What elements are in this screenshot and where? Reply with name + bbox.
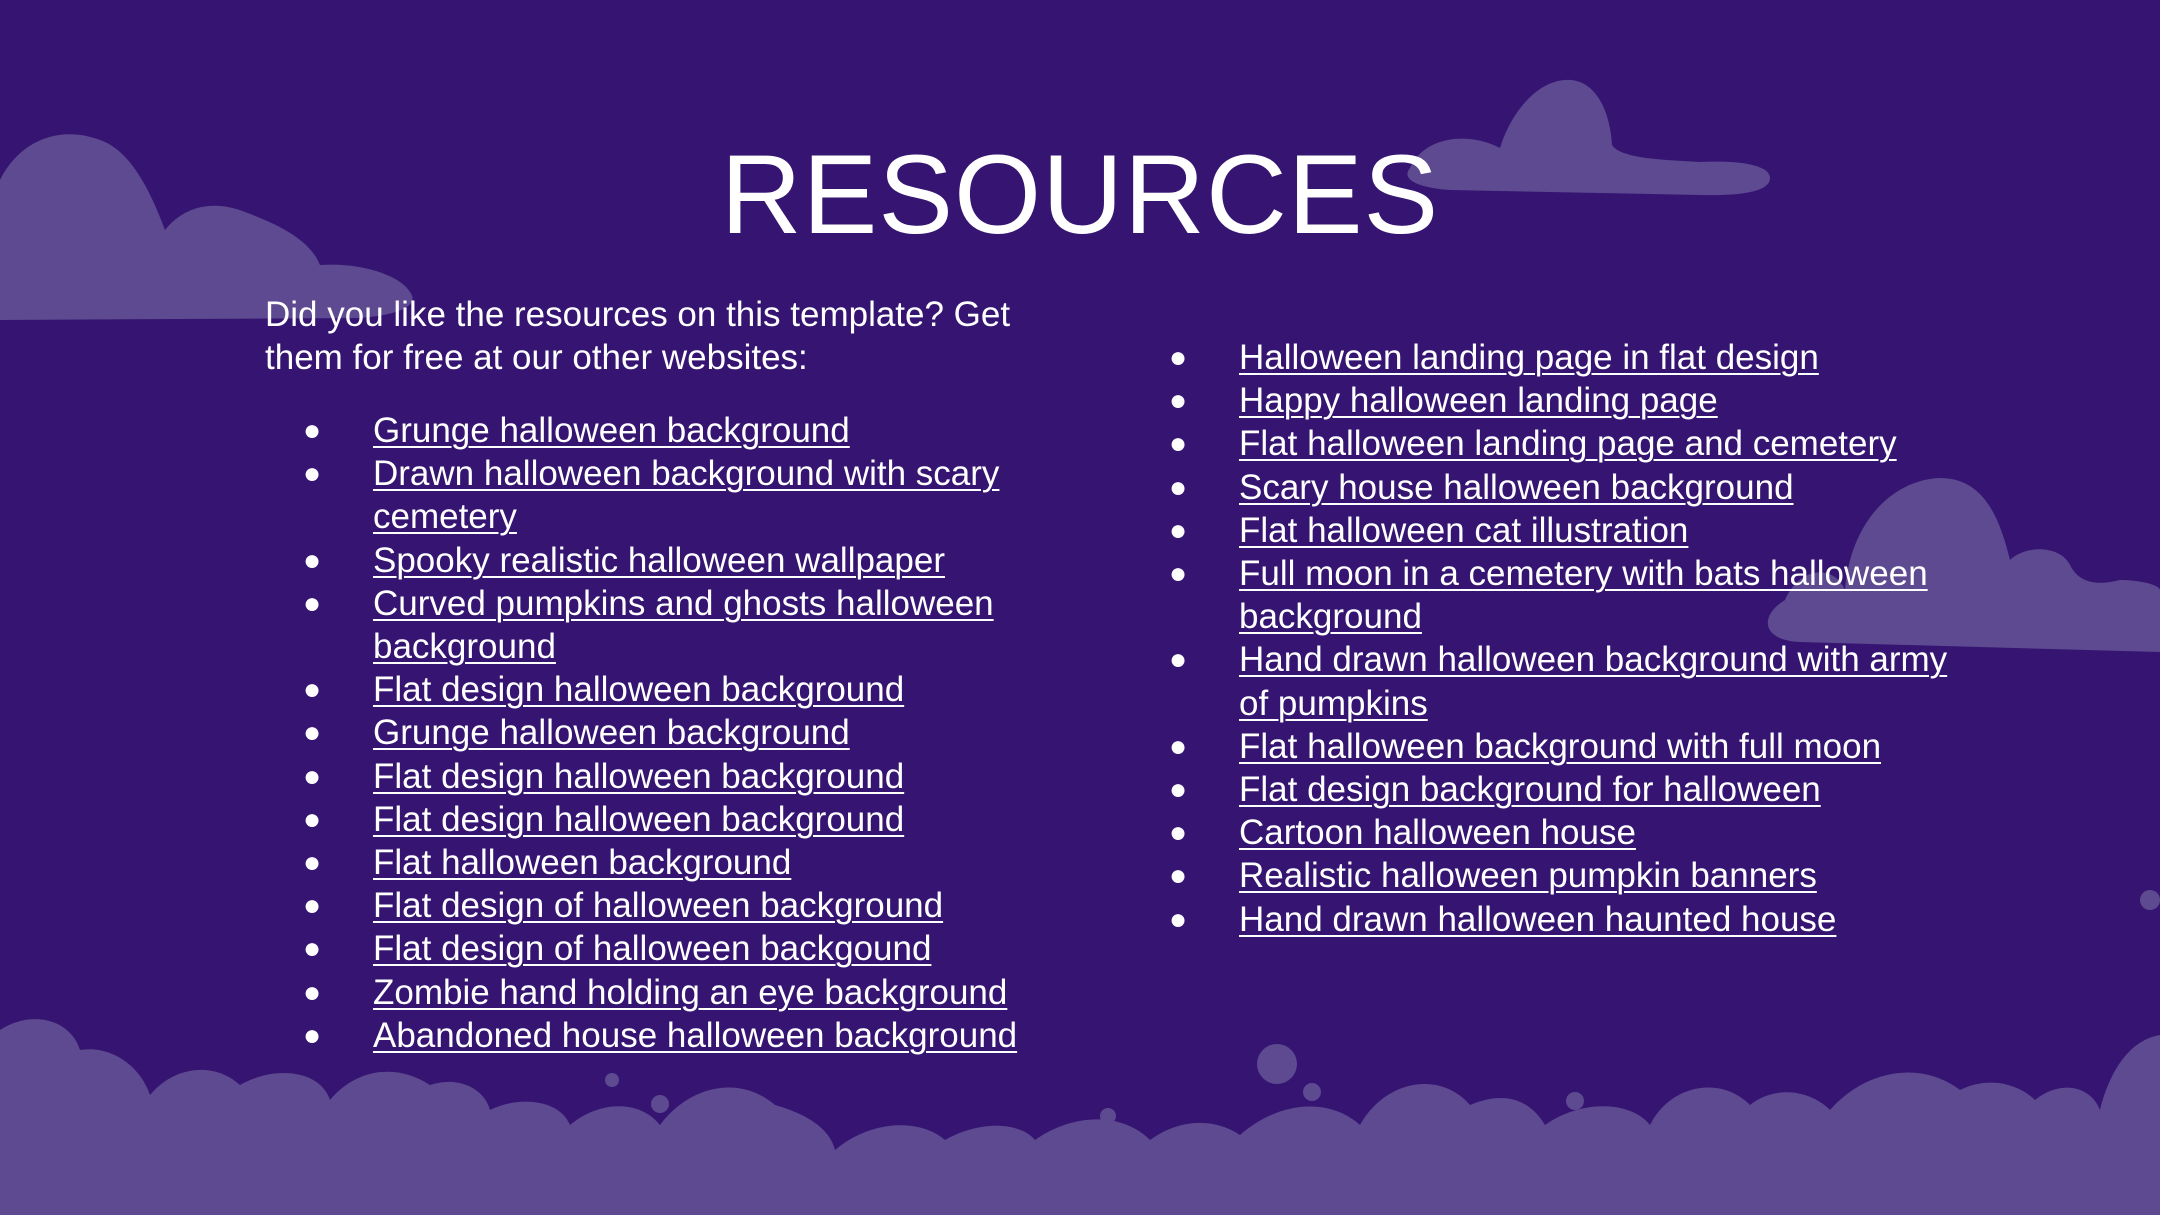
resource-link[interactable]: Zombie hand holding an eye background [373, 972, 1008, 1012]
bullet-icon: ● [303, 846, 322, 880]
resource-list-left [265, 409, 1085, 1057]
bullet-icon: ● [1169, 513, 1188, 547]
bullet-icon: ● [303, 543, 322, 577]
bullet-icon: ● [1169, 341, 1188, 374]
bubble [2071, 1091, 2089, 1109]
resource-link[interactable]: Curved pumpkins and ghosts halloween background [373, 583, 994, 667]
list-item [1131, 638, 1951, 724]
list-item [265, 711, 1085, 754]
resource-link[interactable]: Abandoned house halloween background [373, 1015, 1018, 1055]
list-item [265, 539, 1085, 582]
bubble [2140, 890, 2160, 910]
resource-link[interactable]: Full moon in a cemetery with bats halloween background [1239, 554, 1928, 637]
list-item [265, 755, 1085, 798]
bullet-icon: ● [303, 1018, 322, 1052]
resource-link[interactable]: Flat design halloween background [373, 670, 905, 710]
list-item [1131, 854, 1951, 897]
resource-link[interactable]: Flat halloween cat illustration [1239, 510, 1689, 550]
list-item [1131, 811, 1951, 854]
resource-link[interactable]: Grunge halloween background [373, 411, 850, 450]
bullet-icon: ● [303, 759, 322, 793]
resource-link[interactable]: Cartoon halloween house [1239, 813, 1636, 853]
list-item [265, 582, 1085, 668]
resource-link[interactable]: Hand drawn halloween background with army of pumpkins [1239, 640, 1948, 723]
list-item [265, 841, 1085, 884]
bullet-icon: ● [303, 673, 322, 707]
bullet-icon: ● [1169, 557, 1188, 591]
resource-link[interactable]: Flat design background for halloween [1239, 770, 1821, 810]
resource-link[interactable]: Drawn halloween background with scary cemetery [373, 454, 1000, 537]
resource-link[interactable]: Spooky realistic halloween wallpaper [373, 540, 945, 580]
bullet-icon: ● [303, 586, 322, 620]
list-item [265, 884, 1085, 927]
list-item [1131, 422, 1951, 465]
list-item [265, 971, 1085, 1014]
bullet-icon: ● [303, 802, 322, 836]
bubble [1100, 1108, 1116, 1124]
resource-link[interactable]: Flat halloween background [373, 843, 792, 883]
bullet-icon: ● [1169, 384, 1188, 418]
resource-link[interactable]: Flat design of halloween background [373, 886, 944, 926]
resource-link[interactable]: Halloween landing page in flat design [1239, 338, 1819, 377]
list-item [1131, 898, 1951, 941]
resource-link[interactable]: Flat halloween background with full moon [1239, 726, 1882, 766]
resource-link[interactable]: Flat halloween landing page and cemetery [1239, 424, 1897, 464]
bubble [1884, 1099, 1900, 1115]
bullet-icon: ● [1169, 773, 1188, 807]
resource-list-right [1131, 336, 1951, 941]
page-title: RESOURCES [720, 132, 1440, 257]
resource-link[interactable]: Flat design halloween background [373, 799, 905, 839]
bullet-icon: ● [1169, 902, 1188, 936]
list-item [1131, 336, 1951, 379]
resource-link[interactable]: Scary house halloween background [1239, 467, 1794, 507]
bubble [605, 1073, 619, 1087]
bullet-icon: ● [303, 889, 322, 923]
resource-link[interactable]: Flat design halloween background [373, 756, 905, 796]
list-item [1131, 509, 1951, 552]
list-item [265, 798, 1085, 841]
bullet-icon: ● [303, 975, 322, 1009]
resource-link[interactable]: Flat design of halloween backgound [373, 929, 932, 969]
list-item [265, 452, 1085, 538]
bullet-icon: ● [1169, 643, 1188, 677]
resource-link[interactable]: Grunge halloween background [373, 713, 850, 753]
intro-text: Did you like the resources on this template? Get them for free at our other websites: [265, 295, 1011, 377]
resource-link[interactable]: Realistic halloween pumpkin banners [1239, 856, 1817, 896]
bubble [1257, 1044, 1297, 1084]
bullet-icon: ● [303, 414, 322, 447]
bullet-icon: ● [303, 457, 322, 491]
bubble [651, 1095, 669, 1113]
bubble [1303, 1083, 1321, 1101]
list-item [1131, 552, 1951, 638]
bubble [1566, 1092, 1584, 1110]
list-item [1131, 768, 1951, 811]
resource-link[interactable]: Hand drawn halloween haunted house [1239, 899, 1837, 939]
list-item [265, 927, 1085, 970]
list-item [265, 668, 1085, 711]
bullet-icon: ● [1169, 427, 1188, 461]
resource-link[interactable]: Happy halloween landing page [1239, 381, 1718, 421]
list-item [265, 409, 1085, 452]
list-item [1131, 466, 1951, 509]
bullet-icon: ● [1169, 859, 1188, 893]
list-item [1131, 379, 1951, 422]
bullet-icon: ● [1169, 470, 1188, 504]
bullet-icon: ● [1169, 816, 1188, 850]
bullet-icon: ● [1169, 729, 1188, 763]
list-item [1131, 725, 1951, 768]
list-item [265, 1014, 1085, 1057]
bullet-icon: ● [303, 716, 322, 750]
bullet-icon: ● [303, 932, 322, 966]
